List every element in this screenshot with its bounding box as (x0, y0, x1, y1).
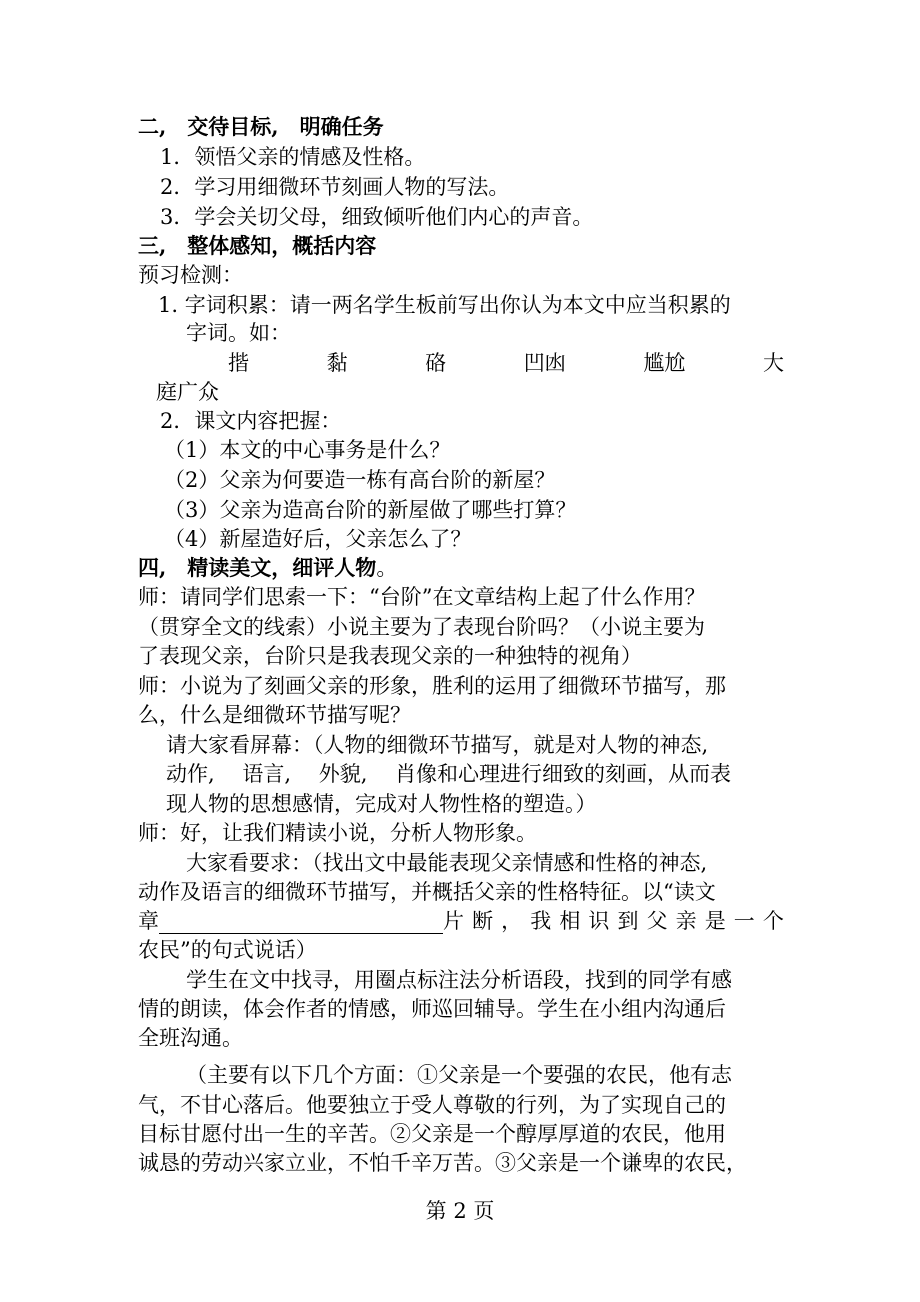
requirement-char: 识 (588, 909, 610, 933)
requirement-char: ， (501, 909, 523, 933)
section-heading-4 (138, 555, 784, 581)
requirement-line-3-tail (443, 908, 784, 934)
student-line-1: 学生在文中找寻，用圈点标注法分析语段，找到的同学有感 (186, 968, 732, 992)
vocab-word-list (228, 350, 784, 376)
requirement-char: 个 (762, 909, 784, 933)
teacher-question-2-line-2: 么，什么是细微环节描写呢？ (138, 703, 411, 727)
student-line-3: 全班沟通。 (138, 1026, 243, 1050)
vocab-word: 凹凼 (523, 351, 566, 375)
requirement-char: 断 (472, 909, 494, 933)
page-number: 第 2 页 (425, 1199, 495, 1223)
teacher-question-1-line-2: （贯穿全文的线索）小说主要为了表现台阶吗？（小说主要为 (138, 615, 705, 639)
vocab-word: 大 (762, 351, 784, 375)
screen-line-1: 请大家看屏幕：（人物的细微环节描写，就是对人物的神态, (166, 733, 709, 757)
vocab-word-tail: 庭广众 (156, 380, 219, 404)
objective-item-3: 3．学会关切父母，细致倾听他们内心的声音。 (160, 205, 594, 229)
requirement-line-2: 动作及语言的细微环节描写，并概括父亲的性格特征。以“读文 (138, 880, 716, 904)
requirement-char: 是 (704, 909, 726, 933)
fill-in-blank-line (159, 913, 443, 934)
teacher-question-1-line-1: 师：请同学们思索一下：“台阶”在文章结构上起了什么作用？ (138, 585, 706, 609)
vocab-word: 硌 (425, 351, 447, 375)
vocab-word: 揩 (228, 351, 249, 375)
student-line-2: 情的朗读，体会作者的情感，师巡回辅导。学生在小组内沟通后 (138, 997, 726, 1021)
vocab-word: 黏 (326, 351, 348, 375)
screen-line-3: 现人物的思想感情，完成对人物性格的塑造。） (166, 792, 597, 816)
question-3: （3）父亲为造高台阶的新屋做了哪些打算？ (164, 498, 577, 522)
main-point-line-2: 气，不甘心落后。他要独立于受人尊敬的行列，为了实现自己的 (138, 1093, 726, 1117)
objective-item-1: 1．领悟父亲的情感及性格。 (160, 145, 426, 169)
teacher-question-2-line-1: 师：小说为了刻画父亲的形象，胜利的运用了细微环节描写，那 (138, 674, 726, 698)
requirement-line-1: 大家看要求：（找出文中最能表现父亲情感和性格的神态, (186, 851, 708, 875)
main-point-line-3: 目标甘愿付出一生的辛苦。②父亲是一个醇厚厚道的农民，他用 (138, 1122, 726, 1146)
teacher-statement: 师：好，让我们精读小说，分析人物形象。 (138, 821, 537, 845)
section-heading-4-text: 四, 精读美文，细评人物 (138, 555, 377, 580)
requirement-line-3 (138, 908, 784, 934)
section-heading-4-end: 。 (376, 556, 398, 580)
section-heading-2: 二, 交待目标, 明确任务 (138, 114, 384, 139)
teacher-question-1-line-3: 了表现父亲，台阶只是我表现父亲的一种独特的视角） (138, 644, 642, 668)
requirement-line-3-start: 章 (138, 909, 159, 933)
content-label: 2．课文内容把握： (160, 409, 342, 433)
requirement-char: 亲 (675, 909, 697, 933)
requirement-line-4: 农民”的句式说话） (138, 938, 317, 962)
main-point-line-1: （主要有以下几个方面：①父亲是一个要强的农民，他有志 (186, 1063, 732, 1087)
screen-line-2: 动作, 语言, 外貌, 肖像和心理进行细致的刻画，从而表 (166, 762, 732, 786)
vocab-intro-line-2: 字词。如： (186, 321, 291, 345)
section-heading-3: 三, 整体感知，概括内容 (138, 233, 377, 258)
requirement-char: 相 (559, 909, 581, 933)
requirement-char: 到 (617, 909, 639, 933)
question-4: （4）新屋造好后，父亲怎么了？ (164, 527, 472, 551)
objective-item-2: 2．学习用细微环节刻画人物的写法。 (160, 175, 510, 199)
question-1: （1）本文的中心事务是什么？ (164, 438, 451, 462)
requirement-char: 父 (646, 909, 668, 933)
requirement-char: 我 (530, 909, 552, 933)
requirement-char: 一 (733, 909, 755, 933)
main-point-line-4: 诚恳的劳动兴家立业，不怕千辛万苦。③父亲是一个谦卑的农民， (138, 1151, 747, 1175)
preview-label: 预习检测： (138, 263, 243, 287)
question-2: （2）父亲为何要造一栋有高台阶的新屋？ (164, 468, 556, 492)
requirement-char: 片 (443, 909, 464, 933)
vocab-intro-line-1: 1. 字词积累：请一两名学生板前写出你认为本文中应当积累的 (158, 293, 731, 317)
vocab-word: 尴尬 (643, 351, 686, 375)
